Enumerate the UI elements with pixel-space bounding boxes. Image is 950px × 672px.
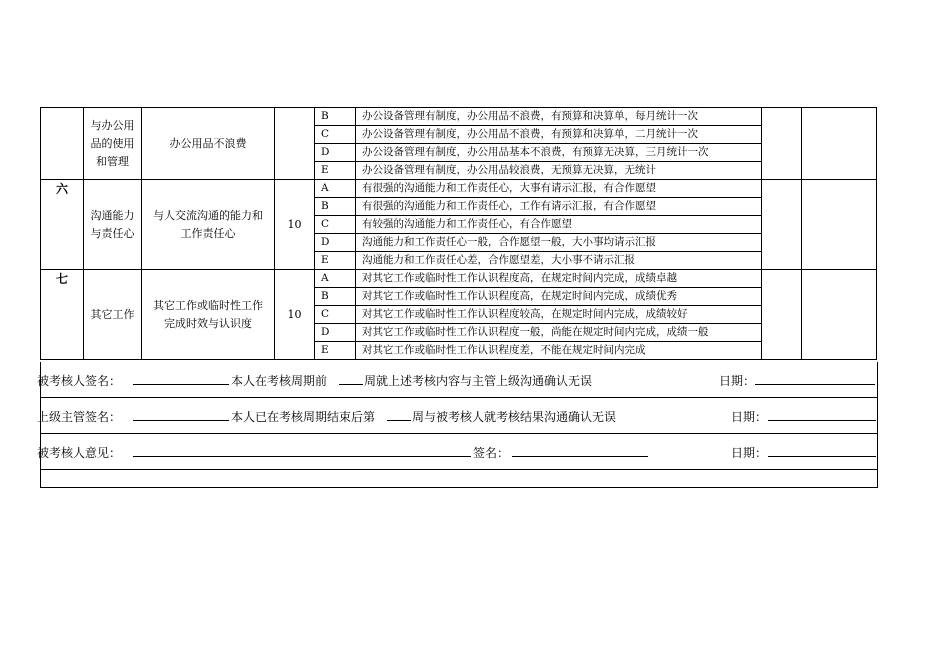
grade-description: 办公设备管理有制度，办公用品不浪费，有预算和决算单，二月统计一次 [356,126,762,144]
date-label: 日期： [731,410,768,424]
date-label: 日期： [731,446,768,460]
weeks-before-field[interactable] [339,372,363,388]
content-cell: 与人交流沟通的能力和工作责任心 [142,180,275,270]
grade-cell: D [315,144,356,162]
pre-period-confirm-text: 周就上述考核内容与主管上级沟通确认无误 [364,374,593,388]
content-cell: 办公用品不浪费 [142,108,275,180]
opinion-field[interactable] [133,444,471,460]
table-row [41,270,877,288]
final-score-cell[interactable] [802,270,877,360]
self-score-cell[interactable] [762,270,802,360]
post-period-text: 本人已在考核周期结束后第 [231,410,376,424]
post-period-confirm-text: 周与被考核人就考核结果沟通确认无误 [412,410,617,424]
sign-label: 签名： [473,446,510,460]
supervisor-signature-field[interactable] [133,408,229,424]
grade-description: 对其它工作或临时性工作认识程度一般，尚能在规定时间内完成，成绩一般 [356,324,762,342]
grade-cell: E [315,162,356,180]
grade-description: 有很强的沟通能力和工作责任心，工作有请示汇报，有合作愿望 [356,198,762,216]
score-cell [275,108,315,180]
employee-signature-row [37,362,877,398]
date-label: 日期： [719,374,756,388]
score-cell: 10 [275,270,315,360]
content-cell: 其它工作或临时性工作完成时效与认识度 [142,270,275,360]
grade-description: 有较强的沟通能力和工作责任心，有合作愿望 [356,216,762,234]
sign-field[interactable] [512,444,648,460]
supervisor-signature-label: 上级主管签名： [37,410,122,424]
grade-description: 对其它工作或临时性工作认识程度高，在规定时间内完成，成绩优秀 [356,288,762,306]
score-cell: 10 [275,180,315,270]
weeks-after-field[interactable] [387,408,411,424]
date-field[interactable] [768,444,876,460]
date-field[interactable] [768,408,876,424]
grade-cell: A [315,180,356,198]
date-field[interactable] [755,372,875,388]
grade-description: 沟通能力和工作责任心一般，合作愿望一般，大小事均请示汇报 [356,234,762,252]
section-number-cell [41,108,84,180]
employee-opinion-label: 被考核人意见： [37,446,122,460]
grade-cell: C [315,306,356,324]
employee-signature-label: 被考核人签名： [37,374,122,388]
self-score-cell[interactable] [762,180,802,270]
grade-description: 沟通能力和工作责任心差，合作愿望差，大小事不请示汇报 [356,252,762,270]
grade-description: 办公设备管理有制度，办公用品较浪费，无预算无决算，无统计 [356,162,762,180]
grade-description: 对其它工作或临时性工作认识程度高，在规定时间内完成，成绩卓越 [356,270,762,288]
grade-cell: C [315,126,356,144]
grade-cell: A [315,270,356,288]
supervisor-signature-row [37,397,877,434]
table-row [41,108,877,126]
employee-opinion-row [37,433,877,470]
section-number: 七 [41,270,84,360]
section-number: 六 [41,180,84,270]
signature-section [37,362,878,488]
grade-description: 办公设备管理有制度，办公用品不浪费，有预算和决算单，每月统计一次 [356,108,762,126]
grade-cell: E [315,342,356,360]
grade-description: 办公设备管理有制度，办公用品基本不浪费，有预算无决算，三月统计一次 [356,144,762,162]
final-score-cell[interactable] [802,108,877,180]
grade-cell: B [315,198,356,216]
grade-cell: E [315,252,356,270]
table-row [41,180,877,198]
item-cell: 其它工作 [84,270,142,360]
grade-description: 对其它工作或临时性工作认识程度差，不能在规定时间内完成 [356,342,762,360]
grade-description: 对其它工作或临时性工作认识程度较高，在规定时间内完成，成绩较好 [356,306,762,324]
grade-cell: B [315,108,356,126]
pre-period-text: 本人在考核周期前 [231,374,328,388]
grade-cell: B [315,288,356,306]
self-score-cell[interactable] [762,108,802,180]
final-score-cell[interactable] [802,180,877,270]
employee-signature-field[interactable] [133,372,229,388]
grade-cell: D [315,324,356,342]
item-cell: 与办公用品的使用和管理 [84,108,142,180]
grade-cell: C [315,216,356,234]
grading-table [40,107,877,360]
item-cell: 沟通能力与责任心 [84,180,142,270]
grade-cell: D [315,234,356,252]
grade-description: 有很强的沟通能力和工作责任心，大事有请示汇报，有合作愿望 [356,180,762,198]
